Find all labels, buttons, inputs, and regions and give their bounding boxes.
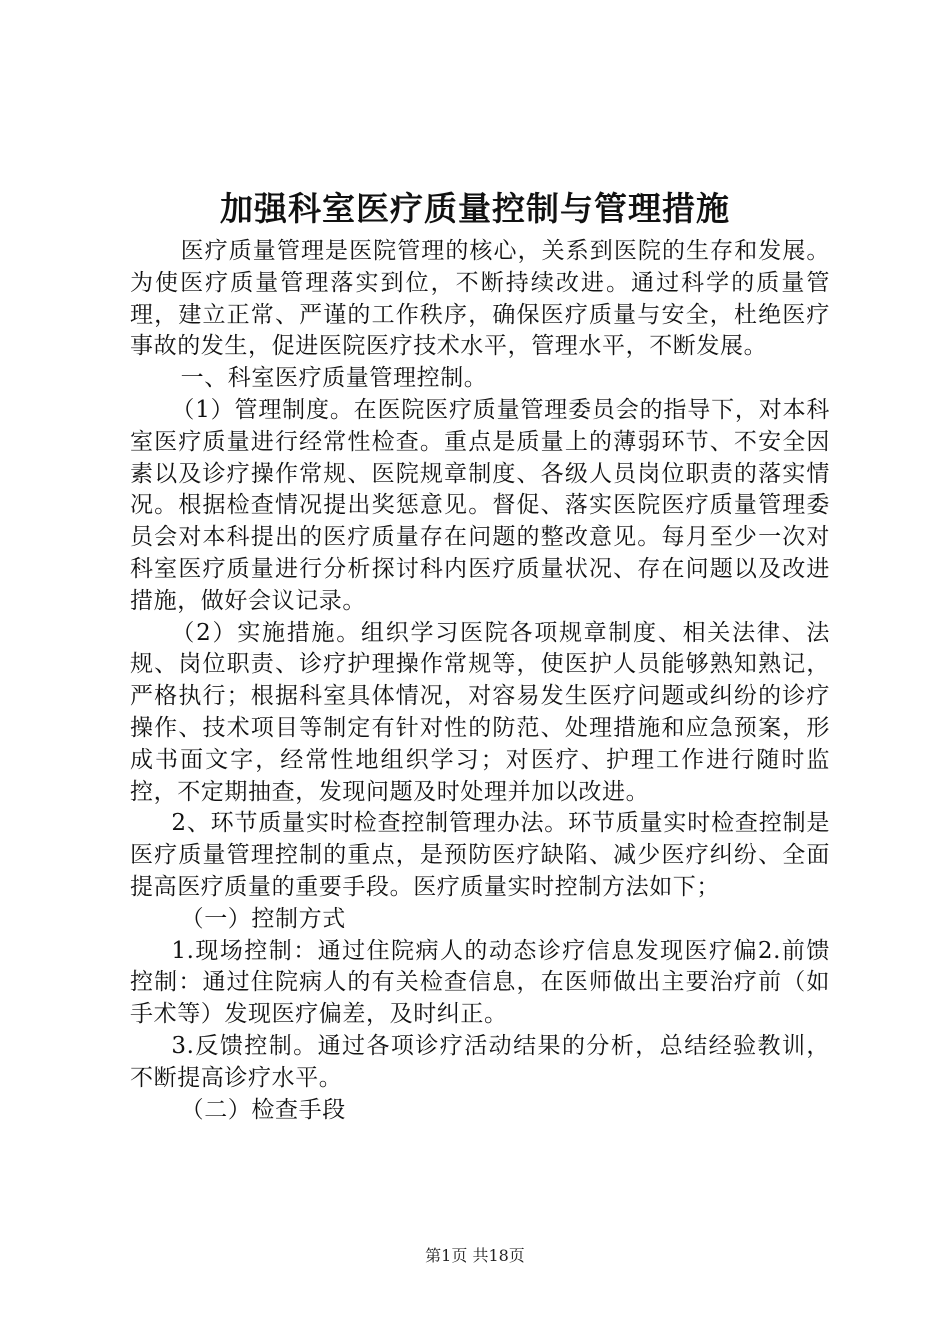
paragraph-field-control: 1.现场控制：通过住院病人的动态诊疗信息发现医疗偏2.前馈控制：通过住院病人的有关检查信息，在医师做出主要治疗前（如手术等）发现医疗偏差，及时纠正。 <box>130 937 830 1028</box>
document-body <box>130 236 830 1126</box>
paragraph-realtime-inspection: 2、环节质量实时检查控制管理办法。环节质量实时检查控制是医疗质量管理控制的重点，是预防医疗缺陷、减少医疗纠纷、全面提高医疗质量的重要手段。医疗质量实时控制方法如下； <box>130 810 830 900</box>
page-number-footer: 第1页 共18页 <box>425 1246 525 1265</box>
paragraph-section-heading: 一、科室医疗质量管理控制。 <box>180 365 488 392</box>
document-title: 加强科室医疗质量控制与管理措施 <box>220 189 730 228</box>
paragraph-intro: 医疗质量管理是医院管理的核心，关系到医院的生存和发展。为使医疗质量管理落实到位，不断持续改进。通过科学的质量管理，建立正常、严谨的工作秩序，确保医疗质量与安全，杜绝医疗事故的发生，促进医院医疗技术水平，管理水平，不断发展。 <box>130 238 830 360</box>
paragraph-control-methods-heading: （一）控制方式 <box>180 905 346 932</box>
paragraph-inspection-means-heading: （二）检查手段 <box>180 1096 346 1123</box>
paragraph-management-system: （1）管理制度。在医院医疗质量管理委员会的指导下，对本科室医疗质量进行经常性检查。重点是质量上的薄弱环节、不安全因素以及诊疗操作常规、医院规章制度、各级人员岗位职责的落实情况。根据检查情况提出奖惩意见。督促、落实医院医疗质量管理委员会对本科提出的医疗质量存在问题的整改意见。每月至少一次对科室医疗质量进行分析探讨科内医疗质量状况、存在问题以及改进措施，做好会议记录。 <box>130 396 830 614</box>
paragraph-implementation: （2）实施措施。组织学习医院各项规章制度、相关法律、法规、岗位职责、诊疗护理操作常规等，使医护人员能够熟知熟记，严格执行；根据科室具体情况，对容易发生医疗问题或纠纷的诊疗操作、技术项目等制定有针对性的防范、处理措施和应急预案，形成书面文字，经常性地组织学习；对医疗、护理工作进行随时监控，不定期抽查，发现问题及时处理并加以改进。 <box>130 619 830 805</box>
paragraph-feedback-control: 3.反馈控制。通过各项诊疗活动结果的分析，总结经验教训，不断提高诊疗水平。 <box>130 1032 830 1091</box>
